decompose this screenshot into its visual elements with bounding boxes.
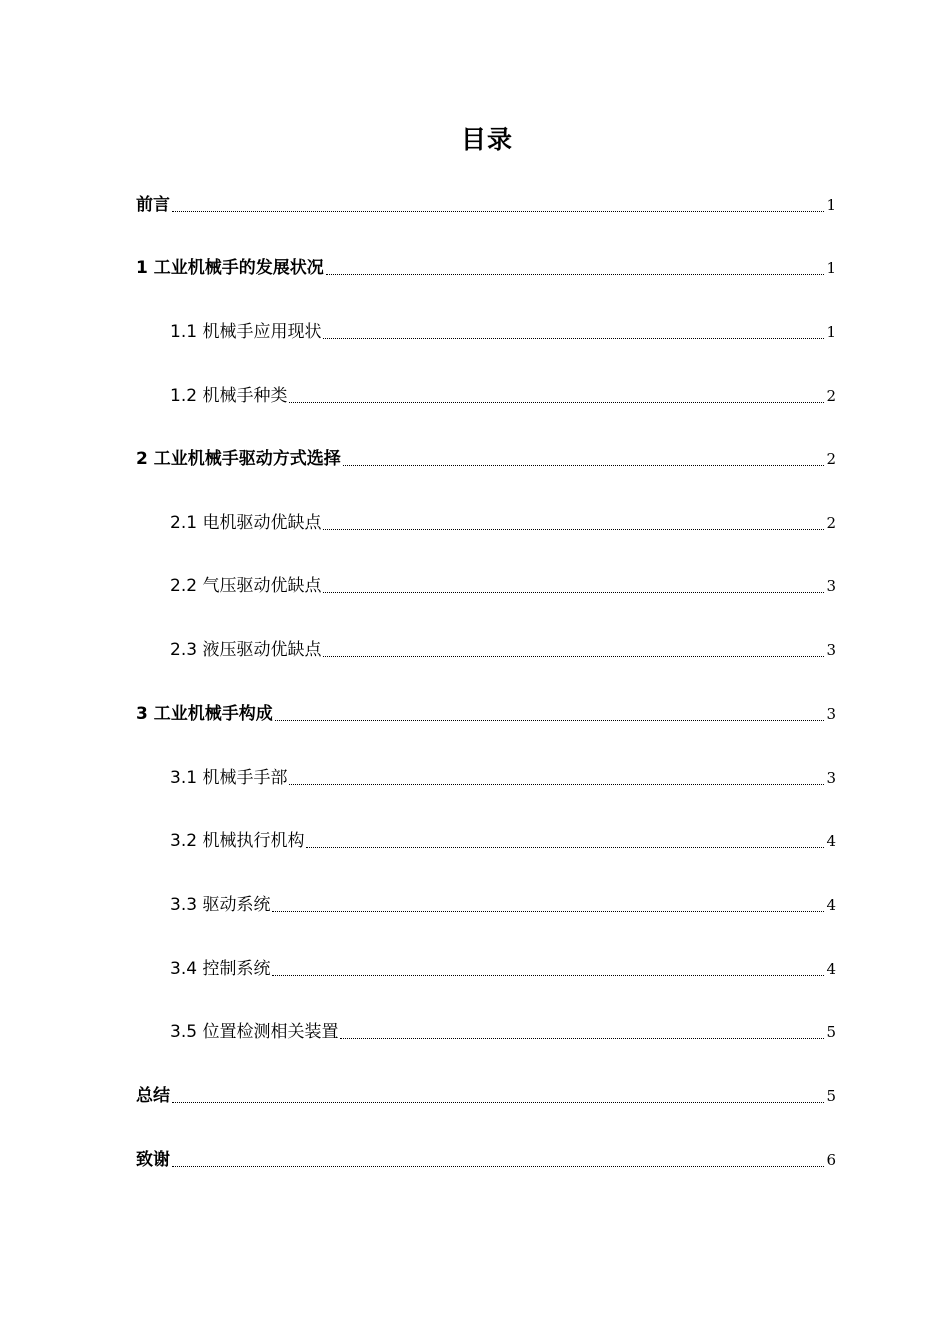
dot-leader <box>289 402 824 403</box>
toc-entry-page: 4 <box>826 960 836 978</box>
toc-entry-label: 3.2 机械执行机构 <box>170 831 305 851</box>
toc-entry-section-2-3[interactable] <box>170 637 836 663</box>
toc-entry-page: 2 <box>826 450 836 468</box>
toc-entry-page: 1 <box>826 196 836 214</box>
toc-entry-label: 2.1 电机驱动优缺点 <box>170 513 322 533</box>
toc-entry-label: 3.3 驱动系统 <box>170 895 271 915</box>
toc-entry-section-1-2[interactable] <box>170 383 836 409</box>
dot-leader <box>323 656 824 657</box>
dot-leader <box>323 338 824 339</box>
toc-entry-page: 4 <box>826 832 836 850</box>
toc-entry-page: 1 <box>826 259 836 277</box>
toc-entry-label: 3 工业机械手构成 <box>136 704 273 724</box>
toc-entry-acknowledgements[interactable] <box>136 1147 836 1173</box>
toc-entry-page: 5 <box>826 1023 836 1041</box>
toc-entry-page: 3 <box>826 769 836 787</box>
toc-entry-chapter-3[interactable] <box>136 701 836 727</box>
toc-entry-page: 4 <box>826 896 836 914</box>
dot-leader <box>326 274 825 275</box>
toc-title: 目录 <box>460 125 513 154</box>
dot-leader <box>343 465 825 466</box>
toc-entry-label: 2.2 气压驱动优缺点 <box>170 576 322 596</box>
toc-entry-section-2-2[interactable] <box>170 573 836 599</box>
toc-entry-section-3-2[interactable] <box>170 828 836 854</box>
toc-entry-page: 2 <box>826 387 836 405</box>
toc-entry-section-3-4[interactable] <box>170 956 836 982</box>
toc-entry-label: 2 工业机械手驱动方式选择 <box>136 449 341 469</box>
toc-entry-page: 6 <box>826 1151 836 1169</box>
toc-entry-page: 2 <box>826 514 836 532</box>
toc-entry-page: 5 <box>826 1087 836 1105</box>
dot-leader <box>272 975 824 976</box>
toc-entry-section-3-5[interactable] <box>170 1019 836 1045</box>
toc-entry-label: 3.5 位置检测相关装置 <box>170 1022 339 1042</box>
dot-leader <box>289 784 824 785</box>
toc-entry-section-2-1[interactable] <box>170 510 836 536</box>
toc-entry-section-3-3[interactable] <box>170 892 836 918</box>
dot-leader <box>272 911 824 912</box>
toc-entry-page: 3 <box>826 641 836 659</box>
toc-entry-label: 3.4 控制系统 <box>170 959 271 979</box>
dot-leader <box>172 211 824 212</box>
toc-entry-page: 3 <box>826 705 836 723</box>
toc-entry-summary[interactable] <box>136 1083 836 1109</box>
toc-entry-chapter-2[interactable] <box>136 446 836 472</box>
dot-leader <box>323 529 824 530</box>
toc-entry-label: 前言 <box>136 195 170 215</box>
toc-entry-chapter-1[interactable] <box>136 255 836 281</box>
toc-entry-section-1-1[interactable] <box>170 319 836 345</box>
toc-entry-label: 1.1 机械手应用现状 <box>170 322 322 342</box>
toc-entry-preface[interactable] <box>136 192 836 218</box>
toc-entry-label: 致谢 <box>136 1150 170 1170</box>
toc-entry-label: 总结 <box>136 1086 170 1106</box>
toc-entry-page: 1 <box>826 323 836 341</box>
toc-entry-page: 3 <box>826 577 836 595</box>
toc-entry-label: 2.3 液压驱动优缺点 <box>170 640 322 660</box>
dot-leader <box>172 1166 824 1167</box>
toc-entry-section-3-1[interactable] <box>170 765 836 791</box>
dot-leader <box>323 592 824 593</box>
toc-entry-label: 3.1 机械手手部 <box>170 768 288 788</box>
toc-entry-label: 1.2 机械手种类 <box>170 386 288 406</box>
toc-entry-label: 1 工业机械手的发展状况 <box>136 258 324 278</box>
dot-leader <box>340 1038 824 1039</box>
dot-leader <box>275 720 825 721</box>
dot-leader <box>172 1102 824 1103</box>
dot-leader <box>306 847 824 848</box>
